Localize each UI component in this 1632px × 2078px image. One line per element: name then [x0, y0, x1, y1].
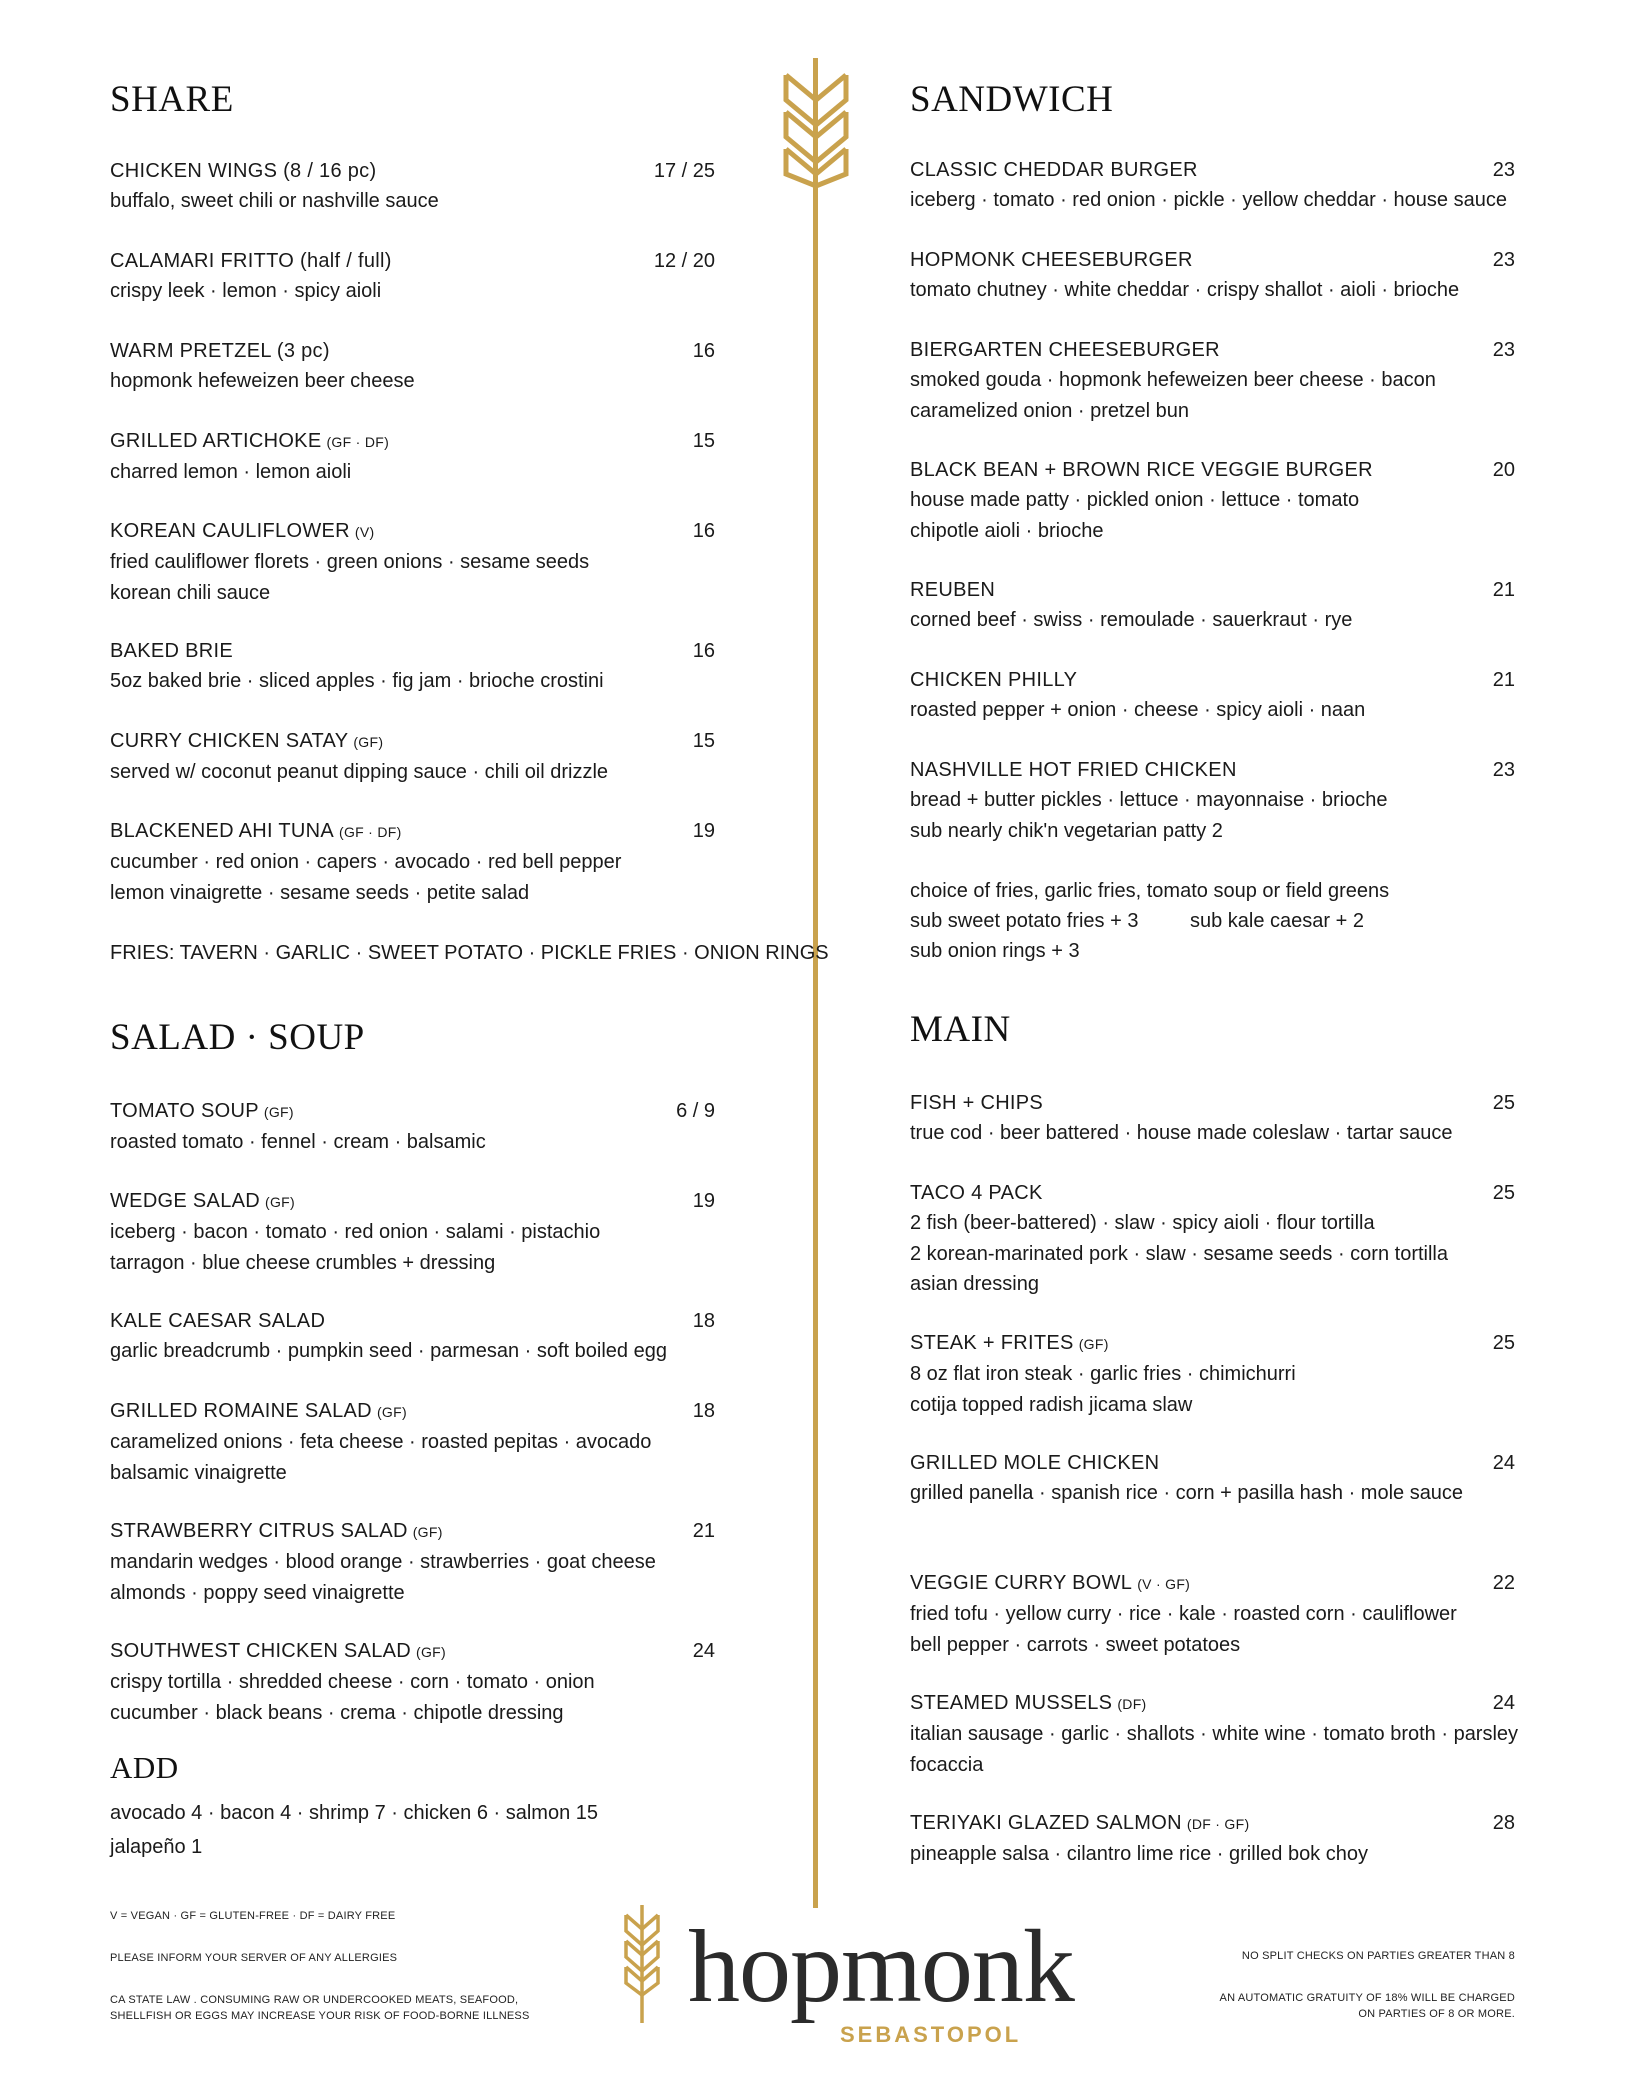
item-price: 16 [692, 340, 715, 362]
item-diet-tag: (GF) [263, 1104, 294, 1120]
item-description: crispy tortilla · shredded cheese · corn · tomato · onion [110, 1671, 595, 1693]
item-name [910, 1808, 1515, 1839]
share-menu-item [110, 156, 715, 217]
main-menu-item [910, 1568, 1515, 1660]
item-name [910, 1328, 1515, 1359]
item-description: corned beef · swiss · remoulade · sauerkraut · rye [910, 609, 1353, 631]
item-description: almonds · poppy seed vinaigrette [110, 1581, 405, 1604]
section-title-share: SHARE [110, 79, 234, 120]
item-price: 16 [692, 640, 715, 662]
item-name [110, 816, 715, 847]
salad-menu-item [110, 1396, 715, 1488]
item-description: sub nearly chik'n vegetarian patty 2 [910, 819, 1223, 842]
sandwich-section [910, 78, 1515, 121]
item-price: 19 [692, 820, 715, 842]
main-section [910, 1008, 1515, 1051]
item-description: mandarin wedges · blood orange · strawberries · goat cheese [110, 1551, 656, 1573]
item-name [910, 665, 1515, 695]
item-name [110, 1396, 715, 1427]
item-diet-tag: (V) [354, 524, 375, 540]
split-check-notice: NO SPLIT CHECKS ON PARTIES GREATER THAN 8 [1241, 1950, 1515, 1962]
item-name [110, 636, 715, 666]
item-diet-tag: (GF · DF) [338, 824, 402, 840]
item-title: BLACK BEAN + BROWN RICE VEGGIE BURGER [910, 459, 1373, 481]
item-title: GRILLED ROMAINE SALAD [110, 1400, 372, 1422]
item-price: 18 [692, 1400, 715, 1422]
item-price: 24 [1492, 1452, 1515, 1474]
item-title: STEAMED MUSSELS [910, 1692, 1113, 1714]
sides-sub-kale-caesar: sub kale caesar + 2 [1190, 910, 1364, 932]
share-menu-item [110, 516, 715, 608]
state-law-line-1: CA STATE LAW . CONSUMING RAW OR UNDERCOOKED MEATS, SEAFOOD, [110, 1994, 519, 2006]
item-description: caramelized onion · pretzel bun [910, 399, 1190, 422]
item-title: BAKED BRIE [110, 640, 234, 662]
item-name [110, 336, 715, 366]
item-description: iceberg · bacon · tomato · red onion · salami · pistachio [110, 1221, 601, 1243]
item-title: TOMATO SOUP [110, 1100, 259, 1122]
item-title: GRILLED ARTICHOKE [110, 430, 322, 452]
item-price: 25 [1492, 1182, 1515, 1204]
item-description: cucumber · black beans · crema · chipotle dressing [110, 1701, 564, 1724]
salad-soup-section [110, 1016, 715, 1059]
item-price: 20 [1492, 459, 1515, 481]
main-menu-item [910, 1808, 1515, 1870]
item-title: TACO 4 PACK [910, 1182, 1043, 1204]
item-price: 22 [1492, 1572, 1515, 1594]
item-diet-tag: (GF · DF) [326, 434, 390, 450]
item-price: 23 [1492, 249, 1515, 271]
item-price: 17 / 25 [653, 160, 715, 182]
item-title: VEGGIE CURRY BOWL [910, 1572, 1133, 1594]
item-name [110, 1186, 715, 1217]
item-title: NASHVILLE HOT FRIED CHICKEN [910, 759, 1237, 781]
item-name [910, 1448, 1515, 1478]
item-price: 23 [1492, 759, 1515, 781]
item-name [910, 335, 1515, 365]
item-diet-tag: (GF) [412, 1524, 443, 1540]
item-description: pineapple salsa · cilantro lime rice · grilled bok choy [910, 1843, 1368, 1865]
item-price: 21 [692, 1520, 715, 1542]
item-description: smoked gouda · hopmonk hefeweizen beer cheese · bacon [910, 369, 1436, 391]
gratuity-line-1: AN AUTOMATIC GRATUITY OF 18% WILL BE CHARGED [1219, 1992, 1515, 2004]
item-description: roasted pepper + onion · cheese · spicy aioli · naan [910, 699, 1366, 721]
sandwich-menu-item [910, 335, 1515, 426]
item-description: chipotle aioli · brioche [910, 519, 1104, 542]
sides-choice: choice of fries, garlic fries, tomato soup or field greens [910, 880, 1390, 902]
section-title-sandwich: SANDWICH [910, 79, 1114, 120]
item-title: HOPMONK CHEESEBURGER [910, 249, 1193, 271]
item-description: bell pepper · carrots · sweet potatoes [910, 1633, 1241, 1656]
item-description: focaccia [910, 1753, 984, 1776]
item-title: TERIYAKI GLAZED SALMON [910, 1812, 1182, 1834]
item-diet-tag: (DF) [1117, 1696, 1147, 1712]
item-name [110, 516, 715, 547]
state-law-line-2: SHELLFISH OR EGGS MAY INCREASE YOUR RISK OF FOOD-BORNE ILLNESS [110, 2010, 530, 2022]
item-name [910, 1568, 1515, 1599]
item-price: 25 [1492, 1092, 1515, 1114]
item-diet-tag: (GF) [376, 1404, 407, 1420]
item-title: CALAMARI FRITTO (half / full) [110, 250, 392, 272]
wheat-top-icon [782, 70, 850, 188]
sandwich-menu-item [910, 665, 1515, 726]
salad-menu-item [110, 1186, 715, 1278]
item-price: 23 [1492, 159, 1515, 181]
item-name [110, 426, 715, 457]
sandwich-menu-item [910, 455, 1515, 546]
item-description: cucumber · red onion · capers · avocado · red bell pepper [110, 851, 622, 873]
item-price: 21 [1492, 669, 1515, 691]
item-description: 8 oz flat iron steak · garlic fries · chimichurri [910, 1363, 1296, 1385]
share-menu-item [110, 426, 715, 488]
item-description: crispy leek · lemon · spicy aioli [110, 280, 382, 302]
item-price: 18 [692, 1310, 715, 1332]
item-price: 15 [692, 730, 715, 752]
item-description: tarragon · blue cheese crumbles + dressing [110, 1251, 496, 1274]
item-title: BIERGARTEN CHEESEBURGER [910, 339, 1220, 361]
item-name [910, 1688, 1515, 1719]
item-name [110, 246, 715, 276]
main-menu-item [910, 1088, 1515, 1149]
section-title-add: ADD [110, 1750, 179, 1785]
item-name [910, 755, 1515, 785]
item-name [910, 1178, 1515, 1208]
item-description: asian dressing [910, 1273, 1039, 1295]
item-title: CHICKEN WINGS (8 / 16 pc) [110, 160, 377, 182]
item-title: WEDGE SALAD [110, 1190, 260, 1212]
sandwich-menu-item [910, 245, 1515, 306]
item-price: 28 [1492, 1812, 1515, 1834]
item-description: buffalo, sweet chili or nashville sauce [110, 190, 439, 212]
item-description: fried tofu · yellow curry · rice · kale · roasted corn · cauliflower [910, 1603, 1457, 1625]
item-description: italian sausage · garlic · shallots · white wine · tomato broth · parsley [910, 1723, 1519, 1745]
item-name [110, 726, 715, 757]
item-description: served w/ coconut peanut dipping sauce · chili oil drizzle [110, 761, 609, 783]
main-menu-item [910, 1178, 1515, 1300]
item-price: 16 [692, 520, 715, 542]
item-name [910, 155, 1515, 185]
sides-sub-sweet-potato: sub sweet potato fries + 3 [910, 910, 1139, 932]
item-price: 24 [1492, 1692, 1515, 1714]
item-description: iceberg · tomato · red onion · pickle · yellow cheddar · house sauce [910, 189, 1507, 211]
item-description: charred lemon · lemon aioli [110, 461, 352, 483]
salad-menu-item [110, 1306, 715, 1367]
item-name [910, 455, 1515, 485]
item-title: KOREAN CAULIFLOWER [110, 520, 350, 542]
item-diet-tag: (GF) [265, 1194, 295, 1210]
add-section [110, 1750, 715, 1786]
sandwich-menu-item [910, 755, 1515, 846]
sides-sub-onion-rings: sub onion rings + 3 [910, 940, 1080, 962]
item-description: grilled panella · spanish rice · corn + pasilla hash · mole sauce [910, 1482, 1464, 1504]
item-diet-tag: (DF · GF) [1186, 1816, 1250, 1832]
item-description: true cod · beer battered · house made coleslaw · tartar sauce [910, 1122, 1453, 1144]
item-description: cotija topped radish jicama slaw [910, 1393, 1193, 1416]
item-name [110, 1306, 715, 1336]
item-title: CLASSIC CHEDDAR BURGER [910, 159, 1198, 181]
add-ons-line-1: avocado 4 · bacon 4 · shrimp 7 · chicken 6 · salmon 15 [110, 1802, 599, 1824]
item-title: GRILLED MOLE CHICKEN [910, 1452, 1160, 1474]
item-title: STRAWBERRY CITRUS SALAD [110, 1520, 408, 1542]
diet-legend: V = VEGAN · GF = GLUTEN-FREE · DF = DAIRY FREE [110, 1910, 396, 1922]
item-title: KALE CAESAR SALAD [110, 1310, 326, 1332]
brand-logo: hopmonk [688, 1909, 1074, 2024]
item-description: hopmonk hefeweizen beer cheese [110, 370, 415, 392]
wheat-divider [813, 58, 818, 1908]
item-price: 21 [1492, 579, 1515, 601]
item-price: 6 / 9 [676, 1100, 715, 1122]
brand-location: SEBASTOPOL [840, 2022, 1022, 2047]
item-title: STEAK + FRITES [910, 1332, 1074, 1354]
item-title: BLACKENED AHI TUNA [110, 820, 334, 842]
sandwich-menu-item [910, 575, 1515, 636]
salad-menu-item [110, 1636, 715, 1728]
item-name [110, 1516, 715, 1547]
share-menu-item [110, 336, 715, 397]
item-title: FISH + CHIPS [910, 1092, 1044, 1114]
main-menu-item [910, 1328, 1515, 1420]
fries-list: FRIES: TAVERN · GARLIC · SWEET POTATO · PICKLE FRIES · ONION RINGS [110, 942, 829, 964]
item-price: 23 [1492, 339, 1515, 361]
item-title: SOUTHWEST CHICKEN SALAD [110, 1640, 412, 1662]
item-description: house made patty · pickled onion · lettuce · tomato [910, 489, 1360, 511]
share-menu-item [110, 246, 715, 307]
item-price: 24 [692, 1640, 715, 1662]
salad-menu-item [110, 1096, 715, 1158]
item-diet-tag: (GF) [416, 1644, 446, 1660]
gratuity-line-2: ON PARTIES OF 8 OR MORE. [1358, 2008, 1515, 2020]
item-description: caramelized onions · feta cheese · roasted pepitas · avocado [110, 1431, 652, 1453]
item-description: 2 fish (beer-battered) · slaw · spicy aioli · flour tortilla [910, 1212, 1375, 1234]
main-menu-item [910, 1448, 1515, 1509]
item-name [910, 1088, 1515, 1118]
item-description: balsamic vinaigrette [110, 1461, 287, 1484]
main-menu-item [910, 1688, 1519, 1780]
item-description: korean chili sauce [110, 581, 271, 604]
item-name [110, 1096, 715, 1127]
item-price: 19 [692, 1190, 715, 1212]
salad-menu-item [110, 1516, 715, 1608]
share-section [110, 78, 715, 121]
item-price: 25 [1492, 1332, 1515, 1354]
share-menu-item [110, 636, 715, 697]
allergy-notice: PLEASE INFORM YOUR SERVER OF ANY ALLERGIES [110, 1952, 398, 1964]
item-name [910, 575, 1515, 605]
item-diet-tag: (GF) [353, 734, 384, 750]
section-title-main: MAIN [910, 1009, 1011, 1050]
share-menu-item [110, 726, 715, 788]
item-description: 5oz baked brie · sliced apples · fig jam · brioche crostini [110, 670, 604, 692]
item-title: WARM PRETZEL (3 pc) [110, 340, 330, 362]
section-title-salad-soup: SALAD · SOUP [110, 1017, 365, 1058]
share-menu-item [110, 816, 715, 908]
item-price: 15 [692, 430, 715, 452]
item-title: REUBEN [910, 579, 996, 601]
item-description: tomato chutney · white cheddar · crispy shallot · aioli · brioche [910, 279, 1460, 301]
item-description: 2 korean-marinated pork · slaw · sesame seeds · corn tortilla [910, 1242, 1448, 1265]
item-description: roasted tomato · fennel · cream · balsamic [110, 1131, 486, 1153]
sandwich-menu-item [910, 155, 1515, 216]
item-name [110, 156, 715, 186]
item-title: CURRY CHICKEN SATAY [110, 730, 349, 752]
item-description: lemon vinaigrette · sesame seeds · petite salad [110, 881, 530, 904]
item-title: CHICKEN PHILLY [910, 669, 1078, 691]
item-diet-tag: (V · GF) [1137, 1576, 1191, 1592]
wheat-logo-icon [622, 1905, 662, 2023]
item-description: bread + butter pickles · lettuce · mayonnaise · brioche [910, 789, 1388, 811]
item-diet-tag: (GF) [1078, 1336, 1109, 1352]
item-description: garlic breadcrumb · pumpkin seed · parmesan · soft boiled egg [110, 1340, 667, 1362]
add-ons-line-2: jalapeño 1 [110, 1836, 203, 1858]
item-name [910, 245, 1515, 275]
item-description: fried cauliflower florets · green onions · sesame seeds [110, 551, 590, 573]
item-name [110, 1636, 715, 1667]
item-price: 12 / 20 [653, 250, 715, 272]
